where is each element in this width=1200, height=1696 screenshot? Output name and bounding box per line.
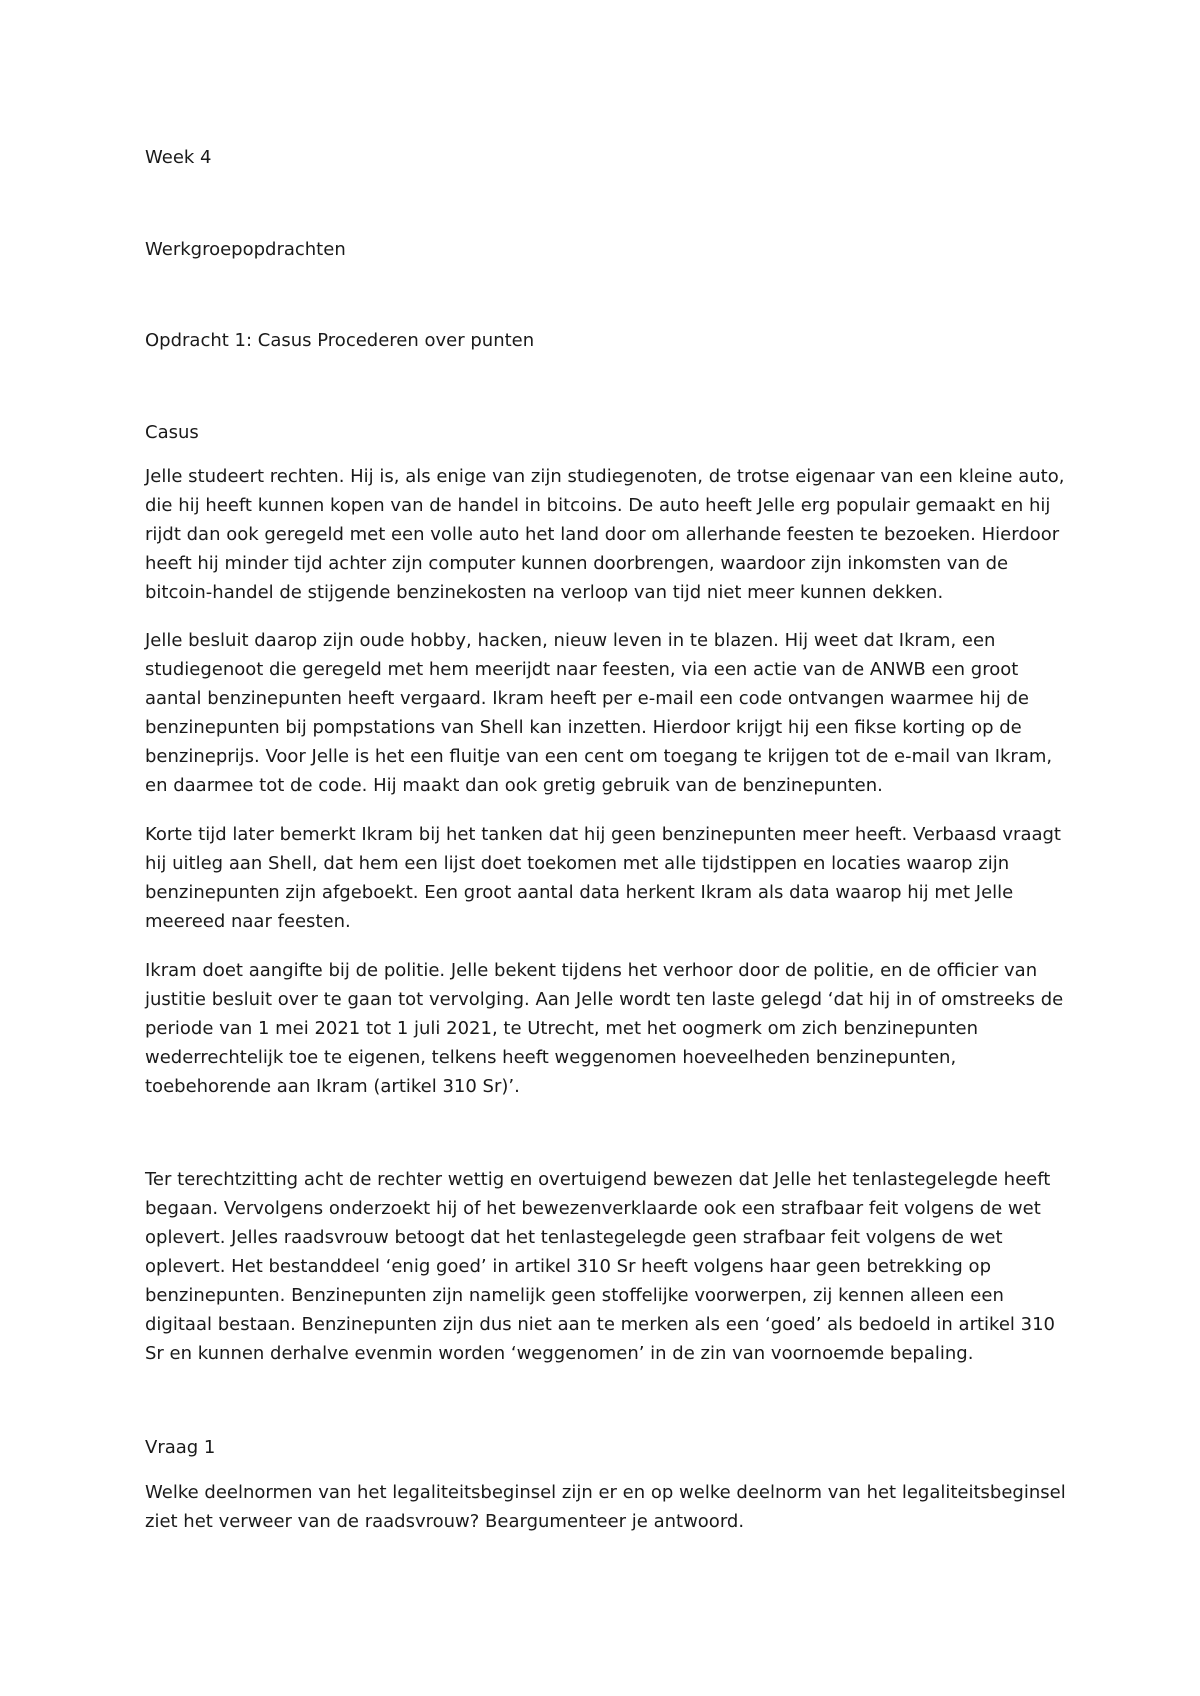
- paragraph-line: Ikram doet aangifte bij de politie. Jelle bekent tijdens het verhoor door de politie, en de officier van: [145, 960, 1038, 981]
- week-heading: Week 4: [145, 147, 212, 168]
- paragraph-line: benzinepunten bij pompstations van Shell kan inzetten. Hierdoor krijgt hij een fikse korting op de: [145, 717, 1022, 738]
- paragraph-line: periode van 1 mei 2021 tot 1 juli 2021, te Utrecht, met het oogmerk om zich benzinepunten: [145, 1018, 978, 1039]
- paragraph-line: benzinepunten. Benzinepunten zijn namelijk geen stoffelijke voorwerpen, zij kennen alleen een: [145, 1285, 1004, 1306]
- paragraph-line: oplevert. Jelles raadsvrouw betoogt dat het tenlastegelegde geen strafbaar feit volgens de wet: [145, 1227, 1003, 1248]
- section-heading: Werkgroepopdrachten: [145, 239, 346, 260]
- paragraph-line: en daarmee tot de code. Hij maakt dan ook gretig gebruik van de benzinepunten.: [145, 775, 883, 796]
- paragraph-line: Jelle besluit daarop zijn oude hobby, hacken, nieuw leven in te blazen. Hij weet dat Ikram, een: [145, 630, 996, 651]
- paragraph-line: aantal benzinepunten heeft vergaard. Ikram heeft per e-mail een code ontvangen waarmee hij de: [145, 688, 1029, 709]
- paragraph-line: hij uitleg aan Shell, dat hem een lijst doet toekomen met alle tijdstippen en locaties waarop zijn: [145, 853, 1010, 874]
- paragraph-line: rijdt dan ook geregeld met een volle auto het land door om allerhande feesten te bezoeken. Hierdoor: [145, 524, 1060, 545]
- paragraph-line: benzineprijs. Voor Jelle is het een fluitje van een cent om toegang te krijgen tot de e-mail van Ikram,: [145, 746, 1053, 767]
- paragraph-line: Jelle studeert rechten. Hij is, als enige van zijn studiegenoten, de trotse eigenaar van een kleine auto,: [145, 466, 1065, 487]
- paragraph-line: Korte tijd later bemerkt Ikram bij het tanken dat hij geen benzinepunten meer heeft. Verbaasd vraagt: [145, 824, 1061, 845]
- paragraph-line: meereed naar feesten.: [145, 911, 351, 932]
- paragraph-line: Ter terechtzitting acht de rechter wettig en overtuigend bewezen dat Jelle het tenlastegelegde heeft: [145, 1169, 1051, 1190]
- assignment-title: Opdracht 1: Casus Procederen over punten: [145, 330, 535, 351]
- paragraph-line: toebehorende aan Ikram (artikel 310 Sr)’.: [145, 1076, 520, 1097]
- paragraph-line: studiegenoot die geregeld met hem meerijdt naar feesten, via een actie van de ANWB een groot: [145, 659, 1019, 680]
- question-heading: Vraag 1: [145, 1437, 216, 1458]
- casus-heading: Casus: [145, 422, 199, 443]
- paragraph-line: digitaal bestaan. Benzinepunten zijn dus niet aan te merken als een ‘goed’ als bedoeld in artikel 310: [145, 1314, 1055, 1335]
- paragraph-line: bitcoin-handel de stijgende benzinekosten na verloop van tijd niet meer kunnen dekken.: [145, 582, 944, 603]
- paragraph-line: ziet het verweer van de raadsvrouw? Beargumenteer je antwoord.: [145, 1511, 745, 1532]
- paragraph-line: begaan. Vervolgens onderzoekt hij of het bewezenverklaarde ook een strafbaar feit volgens de wet: [145, 1198, 1041, 1219]
- paragraph-line: die hij heeft kunnen kopen van de handel in bitcoins. De auto heeft Jelle erg populair gemaakt en hij: [145, 495, 1051, 516]
- paragraph-line: Welke deelnormen van het legaliteitsbeginsel zijn er en op welke deelnorm van het legaliteitsbeginsel: [145, 1482, 1066, 1503]
- paragraph-line: Sr en kunnen derhalve evenmin worden ‘weggenomen’ in de zin van voornoemde bepaling.: [145, 1343, 974, 1364]
- paragraph-line: justitie besluit over te gaan tot vervolging. Aan Jelle wordt ten laste gelegd ‘dat hij in of omstreeks de: [145, 989, 1064, 1010]
- paragraph-line: heeft hij minder tijd achter zijn computer kunnen doorbrengen, waardoor zijn inkomsten van de: [145, 553, 1009, 574]
- paragraph-line: oplevert. Het bestanddeel ‘enig goed’ in artikel 310 Sr heeft volgens haar geen betrekking op: [145, 1256, 991, 1277]
- paragraph-line: wederrechtelijk toe te eigenen, telkens heeft weggenomen hoeveelheden benzinepunten,: [145, 1047, 957, 1068]
- paragraph-line: benzinepunten zijn afgeboekt. Een groot aantal data herkent Ikram als data waarop hij met Jelle: [145, 882, 1014, 903]
